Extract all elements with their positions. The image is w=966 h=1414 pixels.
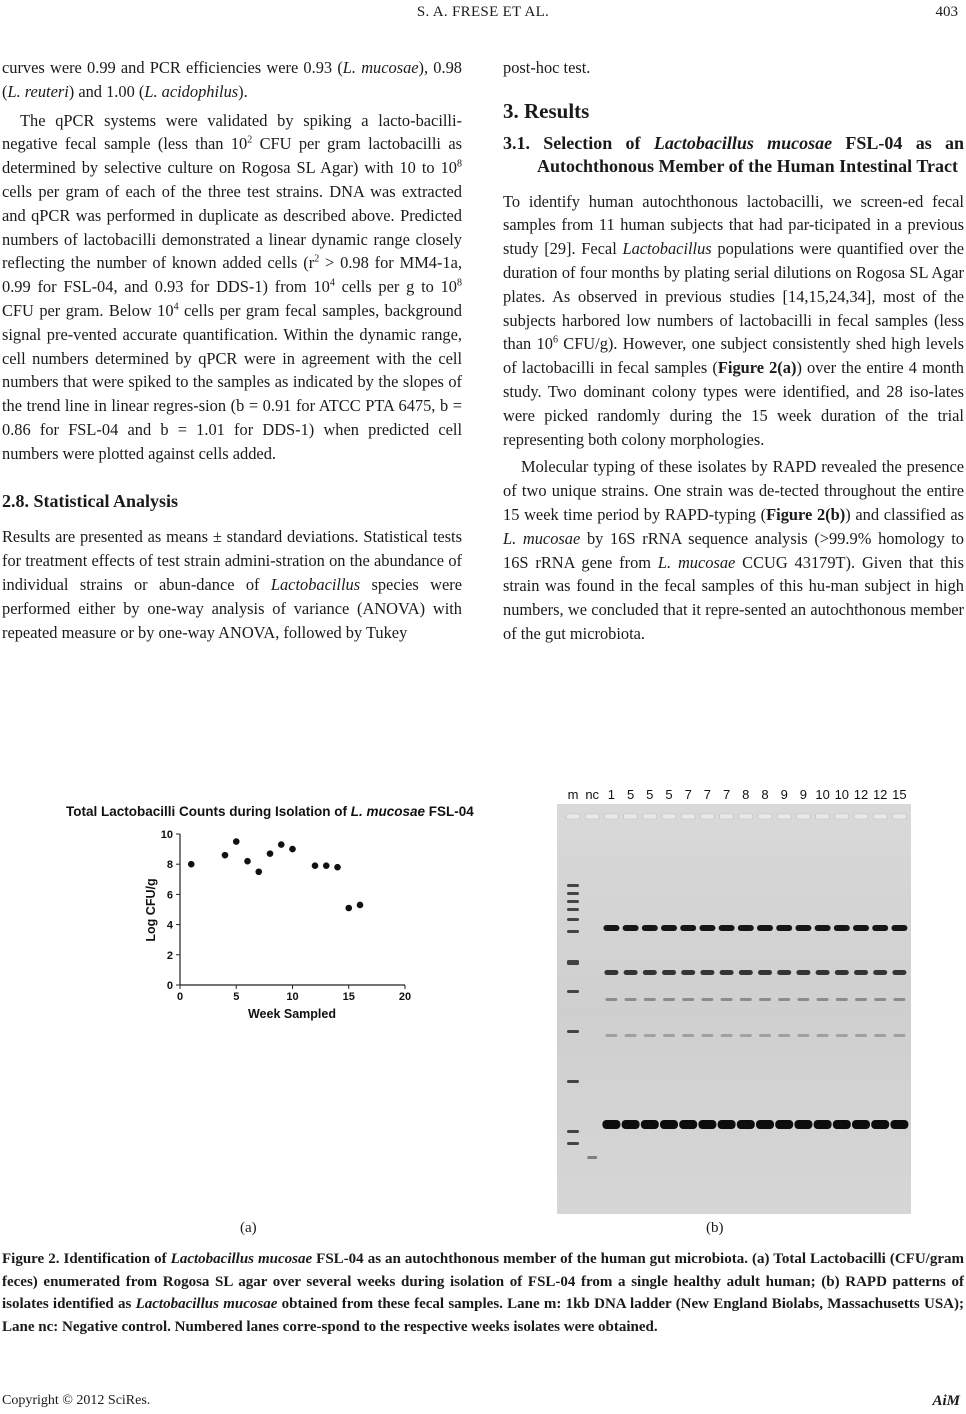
gel-band xyxy=(663,998,675,1001)
gel-band xyxy=(854,970,868,975)
figure-a-label: (a) xyxy=(240,1220,257,1236)
x-tick-label: 20 xyxy=(398,991,412,1003)
chart-points xyxy=(188,838,363,911)
gel-well xyxy=(720,814,734,819)
data-point xyxy=(312,862,319,869)
left-paragraph-1: curves were 0.99 and PCR efficiencies were 0.93 (L. mucosae), 0.98 (L. reuteri) and 1.00 (L. acidophilus). xyxy=(2,58,462,101)
gel-band xyxy=(836,1034,848,1037)
gel-band xyxy=(794,1120,812,1129)
gel-band xyxy=(814,1120,832,1129)
right-paragraph-1: To identify human autochthonous lactobacilli, we screen-ed fecal samples from 11 human subjects that had par-ticipated in a previous study [29]. Fecal Lactobacillus populations were quantified over the duration of four months by plating serial dilutions on Rogosa SL Agar plates. As observed in previous studies [14,15,24,34], most of the subjects harbored low numbers of lactobacilli in fecal samples (less than $10^6$ CFU/g). However, one subject consistently shed high levels of lactobacilli in fecal samples (Figure 2(a)) over the entire 4 month study. Two dominant colony types were identified, and 28 iso-lates were picked randomly during the 15 week duration of the trial representing both colony morphologies. xyxy=(503,191,965,449)
gel-band xyxy=(874,1034,886,1037)
lane-label: 10 xyxy=(815,787,830,802)
data-point xyxy=(278,841,285,848)
gel-band xyxy=(757,925,773,931)
lane-labels xyxy=(568,787,907,802)
lane-label: 7 xyxy=(684,787,692,802)
gel-band xyxy=(625,998,637,1001)
chart-ticks xyxy=(161,829,411,1003)
gel-band xyxy=(719,925,735,931)
gel-band xyxy=(756,1120,774,1129)
gel-band xyxy=(642,925,658,931)
ladder-band xyxy=(567,1130,579,1133)
gel-well xyxy=(892,814,906,819)
ladder-band xyxy=(567,892,579,895)
gel-well xyxy=(604,814,618,819)
gel-band xyxy=(758,970,772,975)
gel-band xyxy=(874,998,886,1001)
gel-band xyxy=(797,1034,809,1037)
gel-band xyxy=(721,1034,733,1037)
data-point xyxy=(357,902,364,909)
ladder-band xyxy=(567,884,579,887)
gel-well xyxy=(816,814,830,819)
gel-band xyxy=(778,1034,790,1037)
left-paragraph-2: The qPCR systems were validated by spiking a lacto-bacilli-negative fecal sample (less than $10^2$ CFU per gram lactobacilli as determined by selective culture on Rogosa SL Agar) with 10 to $10^8$ cells per gram of each of the three test strains. DNA was extracted and qPCR was performed in duplicate as described above. Predicted numbers of lactobacilli demonstrated a linear dynamic range closely reflecting the number of known added cells ($r^2 > 0.98$ for MM4-1a, 0.99 for FSL-04, and 0.93 for DDS-1) from $10^4$ cells per g to $10^8$ CFU per gram. Below $10^4$ cells per gram fecal samples, background signal pre-vented accurate quantification. Within the dynamic range, cell numbers determined by qPCR were in agreement with the cell numbers that were spiked to the samples as indicated by the slopes of the trend line in linear regres-sion (b = 0.91 for ATCC PTA 6475, b = 0.86 for FSL-04 and b = 1.01 for DDS-1) when predicted cell numbers were plotted against cells added. xyxy=(2,110,462,463)
gel-band xyxy=(740,1034,752,1037)
figure-caption: Figure 2. Identification of Lactobacillus mucosae FSL-04 as an autochthonous member of the human gut microbiota. (a) Total Lactobacilli (CFU/gram feces) enumerated from Rogosa SL agar over several weeks during isolation of FSL-04 from a single healthy adult human; (b) RAPD patterns of isolates identified as Lactobacillus mucosae obtained from these fecal samples. Lane m: 1kb DNA ladder (New England Biolabs, Massachusetts USA); Lane nc: Negative control. Numbered lanes corre-spond to the respective weeks isolates were obtained. xyxy=(2,1251,964,1335)
lane-label: 8 xyxy=(761,787,769,802)
y-tick-label: 0 xyxy=(166,980,173,992)
gel-band xyxy=(872,925,888,931)
right-paragraph-2: Molecular typing of these isolates by RAPD revealed the presence of two unique strains. One strain was de-tected throughout the entire 15 week time period by RAPD-typing (Figure 2(b)) and classified as L. mucosae by 16S rRNA sequence analysis (>99.9% homology to 16S rRNA gene from L. mucosae CCUG 43179T). Given that this strain was found in the fecal samples of this hu-man subject in high numbers, we concluded that it repre-sented an autochthonous member of the gut microbiota. xyxy=(503,457,965,643)
gel-band xyxy=(625,1034,637,1037)
gel-band xyxy=(777,970,791,975)
lane-label: 10 xyxy=(834,787,850,802)
y-tick-label: 10 xyxy=(160,829,173,841)
gel-band xyxy=(644,998,656,1001)
data-point xyxy=(267,850,274,857)
gel-band xyxy=(644,1034,656,1037)
y-tick-label: 2 xyxy=(166,949,173,962)
data-point xyxy=(233,838,240,845)
gel-band xyxy=(605,1034,617,1037)
lane-label: 12 xyxy=(872,787,888,802)
x-tick-label: 0 xyxy=(176,991,184,1003)
ladder-band xyxy=(567,990,579,993)
y-tick-label: 8 xyxy=(166,859,173,872)
x-tick-label: 15 xyxy=(342,991,355,1003)
ladder-band xyxy=(567,908,579,911)
x-axis-label: Week Sampled xyxy=(247,1007,337,1021)
gel-band xyxy=(817,1034,829,1037)
gel-well xyxy=(643,814,657,819)
gel-band xyxy=(698,1120,716,1129)
lane-label: 8 xyxy=(742,787,750,802)
gel-band xyxy=(603,925,619,931)
gel-band xyxy=(795,925,811,931)
gel-band xyxy=(775,1120,793,1129)
lane-label: 1 xyxy=(607,787,616,802)
gel-band xyxy=(852,1120,870,1129)
gel-band xyxy=(739,970,753,975)
ladder-band xyxy=(567,960,579,965)
ladder-band xyxy=(567,918,579,921)
gel-band xyxy=(855,998,867,1001)
chart-axes xyxy=(180,834,405,985)
gel-band xyxy=(681,970,695,975)
gel-well xyxy=(681,814,695,819)
gel-band xyxy=(699,925,715,931)
x-tick-label: 5 xyxy=(233,991,240,1003)
gel-band xyxy=(833,1120,851,1129)
ladder-band xyxy=(567,1030,579,1033)
figure-2b-gel xyxy=(557,784,911,1214)
gel-band xyxy=(797,998,809,1001)
data-point xyxy=(255,868,262,875)
footer-copyright: Copyright © 2012 SciRes. xyxy=(2,1393,151,1408)
gel-band xyxy=(836,998,848,1001)
gel-well xyxy=(585,814,599,819)
left-column xyxy=(2,56,462,644)
gel-band xyxy=(605,998,617,1001)
gel-band xyxy=(623,925,639,931)
gel-band xyxy=(871,1120,889,1129)
gel-band xyxy=(776,925,792,931)
data-point xyxy=(188,861,195,868)
gel-well xyxy=(662,814,676,819)
lane-label: 12 xyxy=(853,787,869,802)
data-point xyxy=(345,905,352,912)
section-heading-3: 3. Results xyxy=(503,98,590,123)
data-point xyxy=(323,862,330,869)
gel-band xyxy=(815,925,831,931)
data-point xyxy=(334,864,341,871)
gel-band xyxy=(682,1034,694,1037)
gel-band xyxy=(661,925,677,931)
y-tick-label: 6 xyxy=(166,889,173,902)
gel-band xyxy=(718,1120,736,1129)
gel-band xyxy=(759,1034,771,1037)
right-column xyxy=(503,56,964,646)
gel-band xyxy=(891,925,907,931)
gel-band xyxy=(602,1120,620,1129)
gel-band xyxy=(853,925,869,931)
gel-band xyxy=(643,970,657,975)
gel-band xyxy=(893,1034,905,1037)
running-title: S. A. FRESE ET AL. xyxy=(416,4,550,20)
lane-label: m xyxy=(567,787,579,802)
gel-band xyxy=(721,998,733,1001)
figure-2a-chart xyxy=(60,800,520,1210)
gel-band xyxy=(624,970,638,975)
lane-label: 5 xyxy=(665,787,673,802)
gel-band xyxy=(892,970,906,975)
gel-band xyxy=(622,1120,640,1129)
gel-band xyxy=(893,998,905,1001)
lane-label: 9 xyxy=(799,787,808,802)
gel-well xyxy=(566,814,580,819)
gel-well xyxy=(758,814,772,819)
gel-band xyxy=(587,1156,597,1159)
running-header xyxy=(0,2,966,24)
gel-band xyxy=(720,970,734,975)
lane-label: 15 xyxy=(892,787,907,802)
gel-band xyxy=(759,998,771,1001)
gel-well xyxy=(873,814,887,819)
lane-label: 5 xyxy=(646,787,654,802)
gel-band xyxy=(679,1120,697,1129)
gel-band xyxy=(816,970,830,975)
gel-background xyxy=(557,804,911,1214)
ladder-band xyxy=(567,1080,579,1083)
lane-label: 7 xyxy=(722,787,731,802)
gel-band xyxy=(835,970,849,975)
gel-well xyxy=(739,814,753,819)
gel-band xyxy=(890,1120,908,1129)
gel-band xyxy=(663,1034,675,1037)
ladder-band xyxy=(567,900,579,903)
chart-title: Total Lactobacilli Counts during Isolation of L. mucosae FSL-04 xyxy=(66,804,474,819)
gel-band xyxy=(737,1120,755,1129)
y-axis-label: Log CFU/g xyxy=(144,878,158,942)
y-tick-label: 4 xyxy=(166,919,173,932)
gel-well xyxy=(835,814,849,819)
gel-band xyxy=(700,970,714,975)
gel-band xyxy=(662,970,676,975)
gel-band xyxy=(817,998,829,1001)
left-paragraph-3: Results are presented as means ± standard deviations. Statistical tests for treatment effects of test strain admini-stration on the abundance of individual strains or abun-dance of Lactobacillus species were performed either by one-way analysis of variance (ANOVA) with repeated measure or by one-way ANOVA, followed by Tukey xyxy=(2,527,463,642)
gel-band xyxy=(680,925,696,931)
gel-band xyxy=(778,998,790,1001)
data-point xyxy=(289,846,296,853)
data-point xyxy=(222,852,229,859)
ladder-band xyxy=(567,930,579,933)
gel-band xyxy=(738,925,754,931)
data-point xyxy=(244,858,251,865)
gel-well xyxy=(854,814,868,819)
gel-band xyxy=(660,1120,678,1129)
section-heading-3-1: 3.1. Selection of Lactobacillus mucosae FSL-04 as an Autochthonous Member of the Human Intestinal Tract xyxy=(503,132,964,176)
lane-label: 9 xyxy=(780,787,788,802)
gel-band xyxy=(796,970,810,975)
gel-well xyxy=(700,814,714,819)
lane-label: 5 xyxy=(626,787,635,802)
gel-well xyxy=(777,814,791,819)
lane-label: 7 xyxy=(703,787,712,802)
gel-band xyxy=(701,1034,713,1037)
gel-well xyxy=(796,814,810,819)
figure-b-label: (b) xyxy=(706,1220,724,1236)
x-tick-label: 10 xyxy=(286,991,299,1003)
lane-label: nc xyxy=(585,787,600,802)
gel-band xyxy=(682,998,694,1001)
footer-journal: AiM xyxy=(932,1393,960,1409)
ladder-band xyxy=(567,1142,579,1145)
page-number: 403 xyxy=(935,4,958,20)
section-heading-2-8: 2.8. Statistical Analysis xyxy=(2,490,179,511)
gel-band xyxy=(641,1120,659,1129)
right-paragraph-0: post-hoc test. xyxy=(503,58,591,77)
gel-band xyxy=(873,970,887,975)
gel-band xyxy=(604,970,618,975)
gel-band xyxy=(740,998,752,1001)
gel-well xyxy=(624,814,638,819)
gel-band xyxy=(855,1034,867,1037)
gel-band xyxy=(834,925,850,931)
gel-band xyxy=(701,998,713,1001)
